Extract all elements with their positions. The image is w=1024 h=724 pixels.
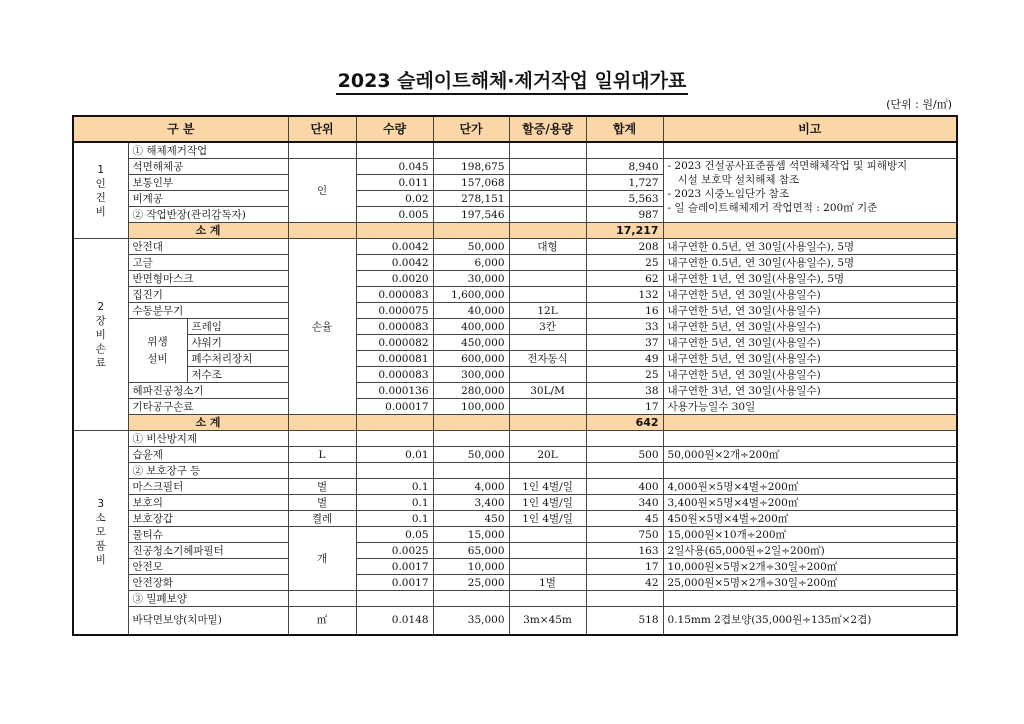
row-ratio: [509, 271, 586, 287]
row-name: 보통인부: [128, 175, 288, 191]
row-price: 10,000: [433, 559, 509, 575]
row-name: 안전모: [128, 559, 288, 575]
row-name: ② 작업반장(관리감독자): [128, 207, 288, 223]
hygiene-group-label: 위생 설비: [128, 319, 187, 383]
row-note: 50,000원×2개÷200㎡: [663, 447, 957, 463]
subtotal-label: 소 계: [128, 223, 288, 239]
row-price: 4,000: [433, 479, 509, 495]
row-unit: L: [288, 447, 356, 463]
row-price: 15,000: [433, 527, 509, 543]
row-total: 987: [586, 207, 663, 223]
row-ratio: 1인 4벌/일: [509, 495, 586, 511]
row-qty: 0.045: [356, 159, 433, 175]
row-unit: 손율: [288, 239, 356, 415]
row-total: 5,563: [586, 191, 663, 207]
row-price: 50,000: [433, 447, 509, 463]
table-row: [73, 319, 957, 335]
row-ratio: [509, 287, 586, 303]
row-price: 198,675: [433, 159, 509, 175]
row-total: 37: [586, 335, 663, 351]
row-name: 습윤제: [128, 447, 288, 463]
row-name: 진공청소기헤파필터: [128, 543, 288, 559]
row-qty: 0.05: [356, 527, 433, 543]
row-qty: 0.0017: [356, 559, 433, 575]
row-name: 헤파진공청소기: [128, 383, 288, 399]
row-ratio: 1인 4벌/일: [509, 511, 586, 527]
row-qty: 0.0025: [356, 543, 433, 559]
row-unit: ㎡: [288, 607, 356, 635]
row-price: 50,000: [433, 239, 509, 255]
table-row: [73, 591, 957, 607]
table-row: [73, 271, 957, 287]
table-row: [73, 431, 957, 447]
table-row: [73, 511, 957, 527]
row-ratio: 전자동식: [509, 351, 586, 367]
row-qty: 0.005: [356, 207, 433, 223]
row-qty: 0.000083: [356, 319, 433, 335]
row-note: 내구연한 5년, 연 30일(사용일수): [663, 367, 957, 383]
table-row: [73, 383, 957, 399]
row-note: 25,000원×5명×2개÷30일÷200㎡: [663, 575, 957, 591]
row-note: 15,000원×10개÷200㎡: [663, 527, 957, 543]
row-qty: 0.0042: [356, 255, 433, 271]
row-price: 65,000: [433, 543, 509, 559]
row-qty: 0.1: [356, 511, 433, 527]
row-price: 35,000: [433, 607, 509, 635]
row-total: 62: [586, 271, 663, 287]
row-name: 마스크필터: [128, 479, 288, 495]
row-unit: 켤레: [288, 511, 356, 527]
section-label-text: 2 장 비 손 료: [95, 300, 106, 369]
row-note: 내구연한 5년, 연 30일(사용일수): [663, 335, 957, 351]
row-note: 사용가능일수 30일: [663, 399, 957, 415]
row-qty: 0.02: [356, 191, 433, 207]
row-name: 비계공: [128, 191, 288, 207]
row-price: 157,068: [433, 175, 509, 191]
row-price: 280,000: [433, 383, 509, 399]
row-qty: 0.000075: [356, 303, 433, 319]
row-total: 750: [586, 527, 663, 543]
row-qty: 0.00017: [356, 399, 433, 415]
row-price: 40,000: [433, 303, 509, 319]
row-price: 450,000: [433, 335, 509, 351]
row-qty: 0.1: [356, 479, 433, 495]
unit-cost-table: [72, 115, 958, 636]
row-total: 33: [586, 319, 663, 335]
row-name: 안전장화: [128, 575, 288, 591]
table-row: [73, 463, 957, 479]
row-name: 보호의: [128, 495, 288, 511]
table-row: [73, 575, 957, 591]
row-qty: 0.0148: [356, 607, 433, 635]
row-note: 내구연한 3년, 연 30일(사용일수): [663, 383, 957, 399]
table-row: [73, 543, 957, 559]
row-ratio: [509, 399, 586, 415]
note-line: - 2023 건설공사표준품셈 석면해체작업 및 피해방지: [667, 160, 908, 172]
row-qty: 0.000081: [356, 351, 433, 367]
row-ratio: 3칸: [509, 319, 586, 335]
row-price: 6,000: [433, 255, 509, 271]
row-name: 수동분무기: [128, 303, 288, 319]
table-row: [73, 287, 957, 303]
row-total: 208: [586, 239, 663, 255]
section-label-equipment: [73, 239, 128, 431]
row-note: 450원×5명×4벌÷200㎡: [663, 511, 957, 527]
section-label-text: 1 인 건 비: [95, 163, 106, 218]
row-note: 내구연한 1년, 연 30일(사용일수), 5명: [663, 271, 957, 287]
section-label-consumables: [73, 431, 128, 635]
row-note: 내구연한 0.5년, 연 30일(사용일수), 5명: [663, 239, 957, 255]
row-ratio: 1인 4벌/일: [509, 479, 586, 495]
col-note: 비고: [663, 116, 957, 142]
row-qty: 0.011: [356, 175, 433, 191]
group-label: ② 보호장구 등: [128, 463, 288, 479]
table-row: [73, 447, 957, 463]
row-qty: 0.0017: [356, 575, 433, 591]
row-total: 45: [586, 511, 663, 527]
subtotal-value: 17,217: [586, 223, 663, 239]
labor-notes: [663, 159, 957, 223]
table-row: [73, 335, 957, 351]
table-row: [73, 527, 957, 543]
table-row: [73, 399, 957, 415]
table-row: [73, 142, 957, 159]
subtotal-row: [73, 415, 957, 431]
row-total: 132: [586, 287, 663, 303]
row-total: 25: [586, 255, 663, 271]
row-price: 197,546: [433, 207, 509, 223]
row-name: 물티슈: [128, 527, 288, 543]
note-line: - 일 슬레이트해체제거 작업면적 : 200㎡ 기준: [667, 202, 878, 214]
row-total: 42: [586, 575, 663, 591]
subtotal-label: 소 계: [128, 415, 288, 431]
row-total: 518: [586, 607, 663, 635]
col-item: 구 분: [73, 116, 288, 142]
row-qty: 0.1: [356, 495, 433, 511]
row-note: 내구연한 5년, 연 30일(사용일수): [663, 319, 957, 335]
row-price: 25,000: [433, 575, 509, 591]
row-qty: 0.000083: [356, 287, 433, 303]
row-name: 바닥면보양(치마밑): [128, 607, 288, 635]
row-note: 2일사용(65,000원÷2일÷200㎡): [663, 543, 957, 559]
table-header: [73, 116, 957, 142]
row-price: 278,151: [433, 191, 509, 207]
row-total: 500: [586, 447, 663, 463]
note-line: - 2023 시중노임단가 참조: [667, 188, 789, 200]
col-unit: 단위: [288, 116, 356, 142]
row-qty: 0.0042: [356, 239, 433, 255]
note-line: 시설 보호막 설치해체 참조: [677, 174, 800, 186]
row-name: 반면형마스크: [128, 271, 288, 287]
row-qty: 0.01: [356, 447, 433, 463]
row-name: 샤워기: [187, 335, 288, 351]
row-price: 1,600,000: [433, 287, 509, 303]
group-label: ① 해체제거작업: [128, 142, 288, 159]
row-note: 0.15mm 2겹보양(35,000원÷135㎡×2겹): [663, 607, 957, 635]
row-ratio: 20L: [509, 447, 586, 463]
table-row: [73, 495, 957, 511]
row-total: 163: [586, 543, 663, 559]
row-note: 내구연한 5년, 연 30일(사용일수): [663, 287, 957, 303]
row-price: 3,400: [433, 495, 509, 511]
row-unit: 벌: [288, 495, 356, 511]
row-name: 폐수처리장치: [187, 351, 288, 367]
row-ratio: 3m×45m: [509, 607, 586, 635]
col-ratio: 할증/용량: [509, 116, 586, 142]
row-ratio: [509, 559, 586, 575]
row-ratio: 12L: [509, 303, 586, 319]
table-row: [73, 479, 957, 495]
group-label: ③ 밀폐보양: [128, 591, 288, 607]
row-price: 600,000: [433, 351, 509, 367]
col-qty: 수량: [356, 116, 433, 142]
row-total: 1,727: [586, 175, 663, 191]
row-total: 49: [586, 351, 663, 367]
row-name: 저수조: [187, 367, 288, 383]
row-note: 4,000원×5명×4벌÷200㎡: [663, 479, 957, 495]
row-total: 8,940: [586, 159, 663, 175]
row-note: 내구연한 5년, 연 30일(사용일수): [663, 351, 957, 367]
row-ratio: [509, 367, 586, 383]
row-name: 안전대: [128, 239, 288, 255]
unit-label: (단위 : 원/㎡): [886, 98, 952, 111]
row-unit: 개: [288, 527, 356, 591]
row-note: 내구연한 5년, 연 30일(사용일수): [663, 303, 957, 319]
row-price: 300,000: [433, 367, 509, 383]
row-name: 보호장갑: [128, 511, 288, 527]
row-total: 17: [586, 559, 663, 575]
col-price: 단가: [433, 116, 509, 142]
table-row: [73, 367, 957, 383]
row-qty: 0.0020: [356, 271, 433, 287]
group-label: ① 비산방지제: [128, 431, 288, 447]
row-unit: 벌: [288, 479, 356, 495]
row-note: 10,000원×5명×2개÷30일÷200㎡: [663, 559, 957, 575]
row-total: 340: [586, 495, 663, 511]
row-qty: 0.000083: [356, 367, 433, 383]
row-total: 25: [586, 367, 663, 383]
table-row: [73, 159, 957, 175]
row-ratio: 1벌: [509, 575, 586, 591]
row-name: 집진기: [128, 287, 288, 303]
row-total: 400: [586, 479, 663, 495]
table-row: [73, 607, 957, 635]
row-total: 16: [586, 303, 663, 319]
row-price: 450: [433, 511, 509, 527]
row-qty: 0.000082: [356, 335, 433, 351]
row-price: 400,000: [433, 319, 509, 335]
table-row: [73, 239, 957, 255]
row-total: 38: [586, 383, 663, 399]
row-price: 30,000: [433, 271, 509, 287]
row-note: 내구연한 0.5년, 연 30일(사용일수), 5명: [663, 255, 957, 271]
section-label-labor: [73, 142, 128, 239]
row-total: 17: [586, 399, 663, 415]
subtotal-value: 642: [586, 415, 663, 431]
table-row: [73, 351, 957, 367]
subtotal-row: [73, 223, 957, 239]
row-ratio: [509, 335, 586, 351]
table-row: [73, 559, 957, 575]
row-qty: 0.000136: [356, 383, 433, 399]
row-price: 100,000: [433, 399, 509, 415]
row-ratio: [509, 527, 586, 543]
row-unit: 인: [288, 159, 356, 223]
row-note: 3,400원×5명×4벌÷200㎡: [663, 495, 957, 511]
row-ratio: [509, 543, 586, 559]
row-name: 고글: [128, 255, 288, 271]
row-ratio: [509, 255, 586, 271]
row-name: 프레임: [187, 319, 288, 335]
section-label-text: 3 소 모 품 비: [95, 498, 106, 567]
col-total: 합계: [586, 116, 663, 142]
table-row: [73, 255, 957, 271]
row-ratio: 대형: [509, 239, 586, 255]
page-title: 2023 슬레이트해체·제거작업 일위대가표: [0, 66, 1024, 93]
row-name: 기타공구손료: [128, 399, 288, 415]
row-name: 석면해체공: [128, 159, 288, 175]
table-row: [73, 303, 957, 319]
row-ratio: 30L/M: [509, 383, 586, 399]
